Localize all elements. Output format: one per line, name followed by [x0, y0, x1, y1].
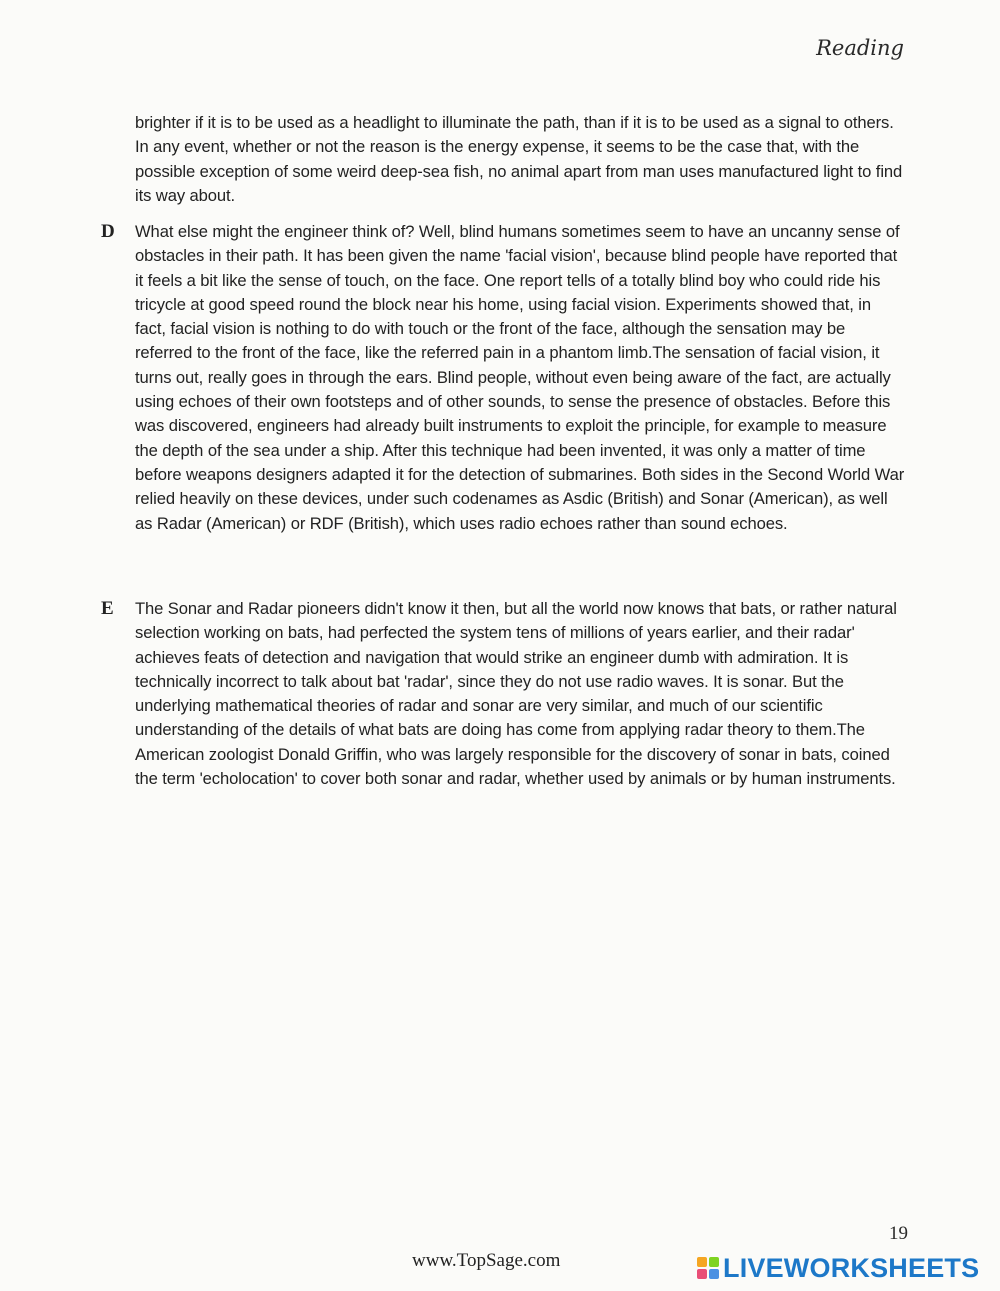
- paragraph-c-continued: brighter if it is to be used as a headlight to illuminate the path, than if it is to be used as a signal to others. In any event, whether or not the reason is the energy expense, it seems to be the case that, with the possible exception of some weird deep-sea fish, no animal apart from man uses manufactured light to find its way about.: [135, 113, 903, 205]
- liveworksheets-grid-icon: [697, 1257, 719, 1279]
- liveworksheets-brand-text: LIVEWORKSHEETS: [723, 1253, 980, 1283]
- logo-square: [709, 1257, 719, 1267]
- logo-square: [709, 1269, 719, 1279]
- paragraph-letter-e: E: [101, 598, 114, 619]
- section-header: Reading: [816, 36, 904, 60]
- page-number: 19: [889, 1223, 908, 1244]
- paragraph-e: The Sonar and Radar pioneers didn't know it then, but all the world now knows that bats, or rather natural selection working on bats, had perfected the system tens of millions of years earlier, and their radar' achieves feats of detection and navigation that would strike an engineer dumb with admiration. It is technically incorrect to talk about bat 'radar', since they do not use radio waves. It is sonar. But the underlying mathematical theories of radar and sonar are very similar, and much of our scientific understanding of the details of what bats are doing has come from applying radar theory to them.The American zoologist Donald Griffin, who was largely responsible for the discovery of sonar in bats, coined the term 'echolocation' to cover both sonar and radar, whether used by animals or by human instruments.: [135, 599, 897, 789]
- paragraph-d: What else might the engineer think of? Well, blind humans sometimes seem to have an uncanny sense of obstacles in their path. It has been given the name 'facial vision', because blind people have reported that it feels a bit like the sense of touch, on the face. One report tells of a totally blind boy who could ride his tricycle at good speed round the block near his home, using facial vision. Experiments showed that, in fact, facial vision is nothing to do with touch or the front of the face, although the sensation may be referred to the front of the face, like the referred pain in a phantom limb.The sensation of facial vision, it turns out, really goes in through the ears. Blind people, without even being aware of the fact, are actually using echoes of their own footsteps and of other sounds, to sense the presence of obstacles. Before this was discovered, engineers had already built instruments to exploit the principle, for example to measure the depth of the sea under a ship. After this technique had been invented, it was only a matter of time before weapons designers adapted it for the detection of submarines. Both sides in the Second World War relied heavily on these devices, under such codenames as Asdic (British) and Sonar (American), as well as Radar (American) or RDF (British), which uses radio echoes rather than sound echoes.: [135, 222, 905, 533]
- paragraph-letter-d: D: [101, 221, 115, 242]
- source-url[interactable]: www.TopSage.com: [412, 1250, 561, 1271]
- logo-square: [697, 1257, 707, 1267]
- liveworksheets-logo[interactable]: [697, 1255, 979, 1281]
- logo-square: [697, 1269, 707, 1279]
